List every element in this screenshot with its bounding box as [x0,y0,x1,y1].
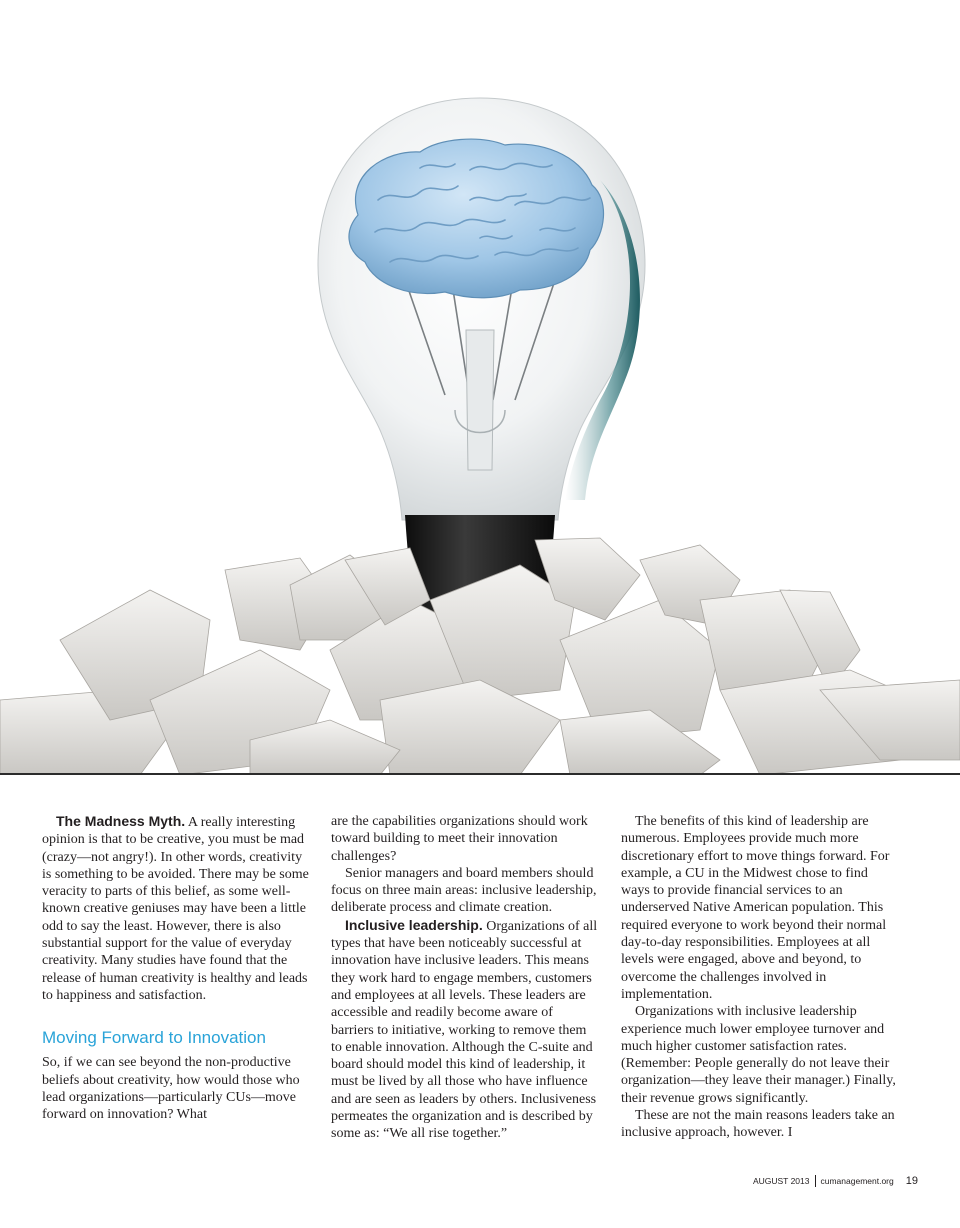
hero-divider [0,773,960,775]
run-in-heading: Inclusive leadership. [345,916,483,933]
brain-icon [349,139,604,298]
article-column-2 [331,813,599,1143]
paragraph: So, if we can see beyond the non-productive beliefs about creativity, how would those who lead organizations—particularly CUs—move forward on innovation? What [42,1055,300,1123]
paragraph [42,813,310,1004]
section-subheading: Moving Forward to Innovation [42,1028,266,1048]
issue-date: AUGUST 2013 [752,1176,810,1186]
website-url: cumanagement.org [820,1176,894,1186]
article-column-1 [42,813,310,1123]
footer-separator [815,1175,816,1187]
article-column-3 [621,813,896,1142]
paragraph: The benefits of this kind of leadership are numerous. Employees provide much more discretionary effort to move things forward. For example, a CU in the Midwest chose to find ways to provide financial services to an underserved Native American population. This required everyone to work beyond their normal day-to-day responsibilities. Employees at all levels were engaged, above and beyond, to overcome the challenges involved in implementation. [621,814,890,1002]
page-number: 19 [905,1175,918,1187]
bulb-stem [466,330,494,470]
run-in-heading: The Madness Myth. [56,813,186,829]
paragraph-text: Organizations of all types that have been noticeably successful at innovation have inclusive leaders. This means they work hard to engage members, customers and employees at all levels. These leaders are accessible and readily become aware of barriers to initiative, working to remove them to enable innovation. Although the C-suite and board should model this kind of leadership, it must be lived by all those who have influence and are seen as leaders by others. Inclusiveness permeates the organization and is described by some as: “We all rise together.” [331,918,598,1142]
paragraph: are the capabilities organizations should work toward building to meet their innovation challenges? [331,814,588,864]
paragraph: Organizations with inclusive leadership experience much lower employee turnover and much higher customer satisfaction rates. (Remember: People generally do not leave their organization—they leave their manager.) Finally, their revenue grows significantly. [621,1004,896,1106]
paragraph: Senior managers and board members should focus on three main areas: inclusive leadership, deliberate process and climate creation. [331,865,597,916]
page-footer [753,1175,918,1187]
paragraph [331,917,599,1143]
paragraph: These are not the main reasons leaders take an inclusive approach, however. I [621,1108,895,1141]
paragraph-text: A really interesting opinion is that to be creative, you must be mad (crazy—not angry!). In other words, creativity is something to be avoided. There may be some veracity to parts of this belief, as some well-known creative geniuses may have been a little odd to say the least. However, there is also substantial support for the value of everyday creativity. Many studies have found that the release of human creativity is healthy and leads to happiness and satisfaction. [42,815,309,1003]
